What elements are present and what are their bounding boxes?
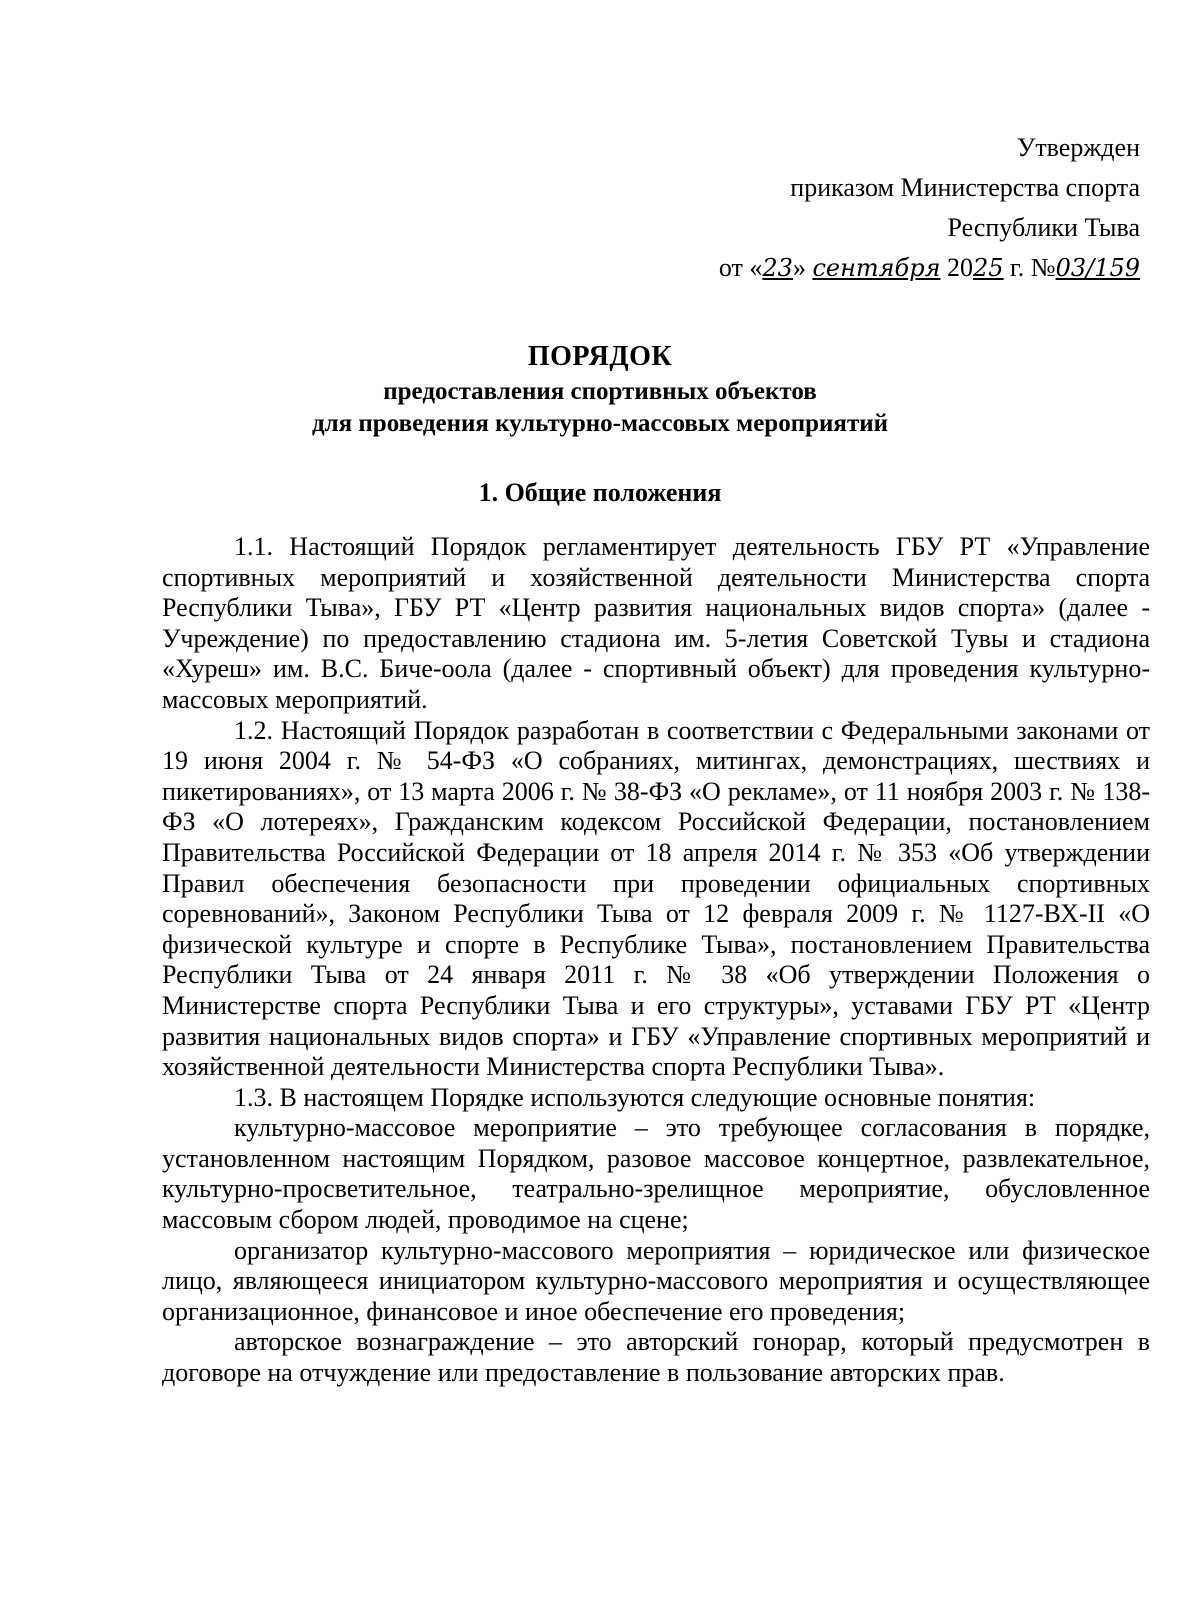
document-subtitle-line2: для проведения культурно-массовых мероприятий xyxy=(311,410,889,437)
paragraph-1-2: 1.2. Настоящий Порядок разработан в соответствии с Федеральными законами от 19 июня 2004 г. № 54-ФЗ «О собраниях, митингах, демонстрациях, шествиях и пикетированиях», от 13 марта 2006 г. № 38-ФЗ «О рекламе», от 11 ноября 2003 г. № 138-ФЗ «О лотереях», Гражданским кодексом Российской Федерации, постановлением Правительства Российской Федерации от 18 апреля 2014 г. № 353 «Об утверждении Правил обеспечения безопасности при проведении официальных спортивных соревнований», Законом Республики Тыва от 12 февраля 2009 г. № 1127-ВХ-II «О физической культуре и спорте в Республике Тыва», постановлением Правительства Республики Тыва от 24 января 2011 г. № 38 «Об утверждении Положения о Министерстве спорта Республики Тыва и его структуры», уставами ГБУ РТ «Центр развития национальных видов спорта» и ГБУ «Управление спортивных мероприятий и хозяйственной деятельности Министерства спорта Республики Тыва». xyxy=(162,715,1150,1082)
document-subtitle-line1: предоставления спортивных объектов xyxy=(383,378,817,405)
order-number-handwritten: 03/159 xyxy=(1055,254,1140,282)
section-heading: 1. Общие положения xyxy=(478,478,722,507)
definition-cultural-event: культурно-массовое мероприятие – это требующее согласования в порядке, установленном настоящим Порядком, разовое массовое концертное, развлекательное, культурно-просветительное, театрально-зрелищное мероприятие, обусловленное массовым сбором людей, проводимое на сцене; xyxy=(162,1113,1150,1235)
date-day-handwritten: 23 xyxy=(762,254,793,282)
definition-organizer: организатор культурно-массового мероприятия – юридическое или физическое лицо, являющееся инициатором культурно-массового мероприятия и осуществляющее организационное, финансовое и иное обеспечение его проведения; xyxy=(162,1235,1150,1326)
section-body xyxy=(162,532,1150,1389)
approval-stamp xyxy=(719,128,1140,288)
date-year-prefix: 20 xyxy=(940,253,973,282)
date-prefix: от « xyxy=(718,253,763,282)
document-title-block xyxy=(0,338,1200,440)
date-g: г. № xyxy=(1003,253,1056,282)
approval-line-approved: Утвержден xyxy=(1016,133,1140,162)
definition-author-fee: авторское вознаграждение – это авторский гонорар, который предусмотрен в договоре на отчуждение или предоставление в пользование авторских прав. xyxy=(162,1327,1150,1388)
date-month-handwritten: сентября xyxy=(812,254,941,282)
paragraph-1-3: 1.3. В настоящем Порядке используются следующие основные понятия: xyxy=(234,1082,1036,1112)
paragraph-1-1: 1.1. Настоящий Порядок регламентирует деятельность ГБУ РТ «Управление спортивных мероприятий и хозяйственной деятельности Министерства спорта Республики Тыва», ГБУ РТ «Центр развития национальных видов спорта» (далее - Учреждение) по предоставлению стадиона им. 5-летия Советской Тувы и стадиона «Хуреш» им. В.С. Биче-оола (далее - спортивный объект) для проведения культурно-массовых мероприятий. xyxy=(162,532,1150,714)
approval-date-line xyxy=(719,248,1140,288)
document-title: ПОРЯДОК xyxy=(527,341,673,372)
date-mid: » xyxy=(792,253,813,282)
approval-line-republic: Республики Тыва xyxy=(947,213,1140,242)
date-year-handwritten: 25 xyxy=(972,254,1004,282)
approval-line-order: приказом Министерства спорта xyxy=(790,173,1140,202)
